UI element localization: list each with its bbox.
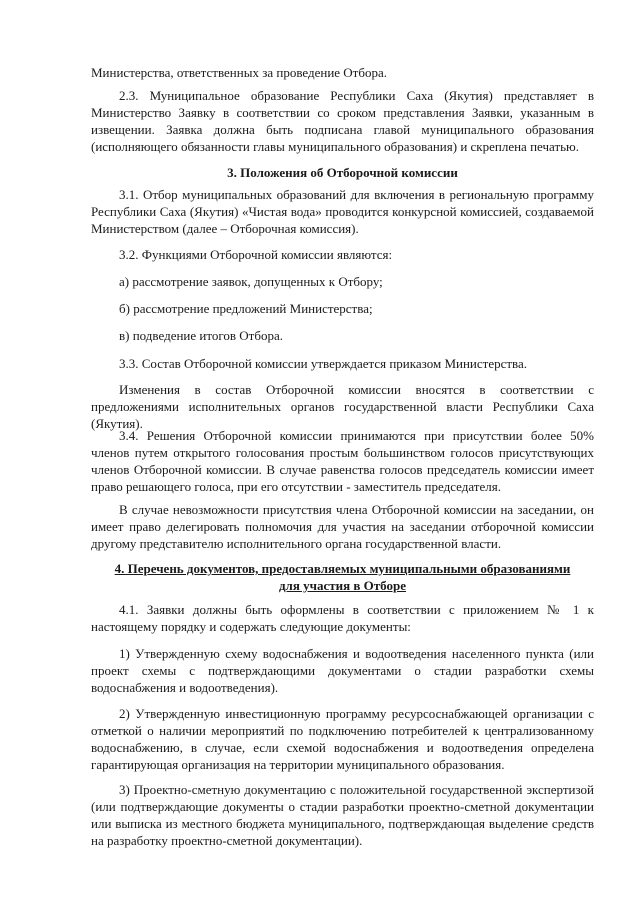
section-4-title-line-1: 4. Перечень документов, предоставляемых муниципальными образованиями [114,561,571,576]
paragraph-changes: Изменения в состав Отборочной комиссии вносятся в соответствии с предложениями исполнительных органов государственной власти Республики Саха (Якутия). [91,382,594,431]
paragraph-absence: В случае невозможности присутствия члена Отборочной комиссии на заседании, он имеет право делегировать полномочия для участия на заседании отборочной комиссии другому представителю исполнительного органа государственной власти. [91,502,594,551]
paragraph-3-1: 3.1. Отбор муниципальных образований для включения в региональную программу Республики Саха (Якутия) «Чистая вода» проводится конкурсной комиссией, создаваемой Министерством (далее – Отборочная комиссия). [91,187,594,236]
list-item-a: а) рассмотрение заявок, допущенных к Отбору; [119,274,383,289]
paragraph-3-2: 3.2. Функциями Отборочной комиссии являются: [119,247,393,262]
paragraph-3-3: 3.3. Состав Отборочной комиссии утверждается приказом Министерства. [119,356,528,371]
section-3-heading [91,164,594,181]
document-item-3: 3) Проектно-сметную документацию с положительной государственной экспертизой (или подтверждающие документы о стадии разработки проектно-сметной документации или выписка из местного бюджета муниципального, подтверждающая выделение средств на разработку проектно-сметной документации). [91,782,594,848]
section-4-title-line-2: для участия в Отборе [278,578,406,593]
section-4-heading [91,560,594,594]
list-item-v: в) подведение итогов Отбора. [119,328,283,343]
paragraph-3-4: 3.4. Решения Отборочной комиссии принимаются при присутствии более 50% членов путем открытого голосования простым большинством голосов присутствующих членов Отборочной комиссии. В случае равенства голосов председатель комиссии имеет право решающего голоса, при его отсутствии - заместитель председателя. [91,428,594,494]
list-item-b: б) рассмотрение предложений Министерства; [119,301,373,316]
paragraph-4-1: 4.1. Заявки должны быть оформлены в соответствии с приложением № 1 к настоящему порядку и содержать следующие документы: [91,602,594,634]
paragraph-2-3: 2.3. Муниципальное образование Республики Саха (Якутия) представляет в Министерство Заявку в соответствии со сроком представления Заявки, указанным в извещении. Заявка должна быть подписана главой муниципального образования (исполняющего обязанности главы муниципального образования) и скреплена печатью. [91,88,594,154]
document-item-2: 2) Утвержденную инвестиционную программу ресурсоснабжающей организации с отметкой о наличии мероприятий по подключению потребителей к централизованному водоснабжению, в случае, если схемой водоснабжения и водоотведения определена гарантирующая организация на территории муниципального образования. [91,706,594,772]
section-3-title: 3. Положения об Отборочной комиссии [227,165,458,180]
document-item-1: 1) Утвержденную схему водоснабжения и водоотведения населенного пункта (или проект схемы с подтверждающими документами о стадии разработки схемы водоснабжения и водоотведения). [91,646,594,695]
continuation-line: Министерства, ответственных за проведение Отбора. [91,65,387,80]
